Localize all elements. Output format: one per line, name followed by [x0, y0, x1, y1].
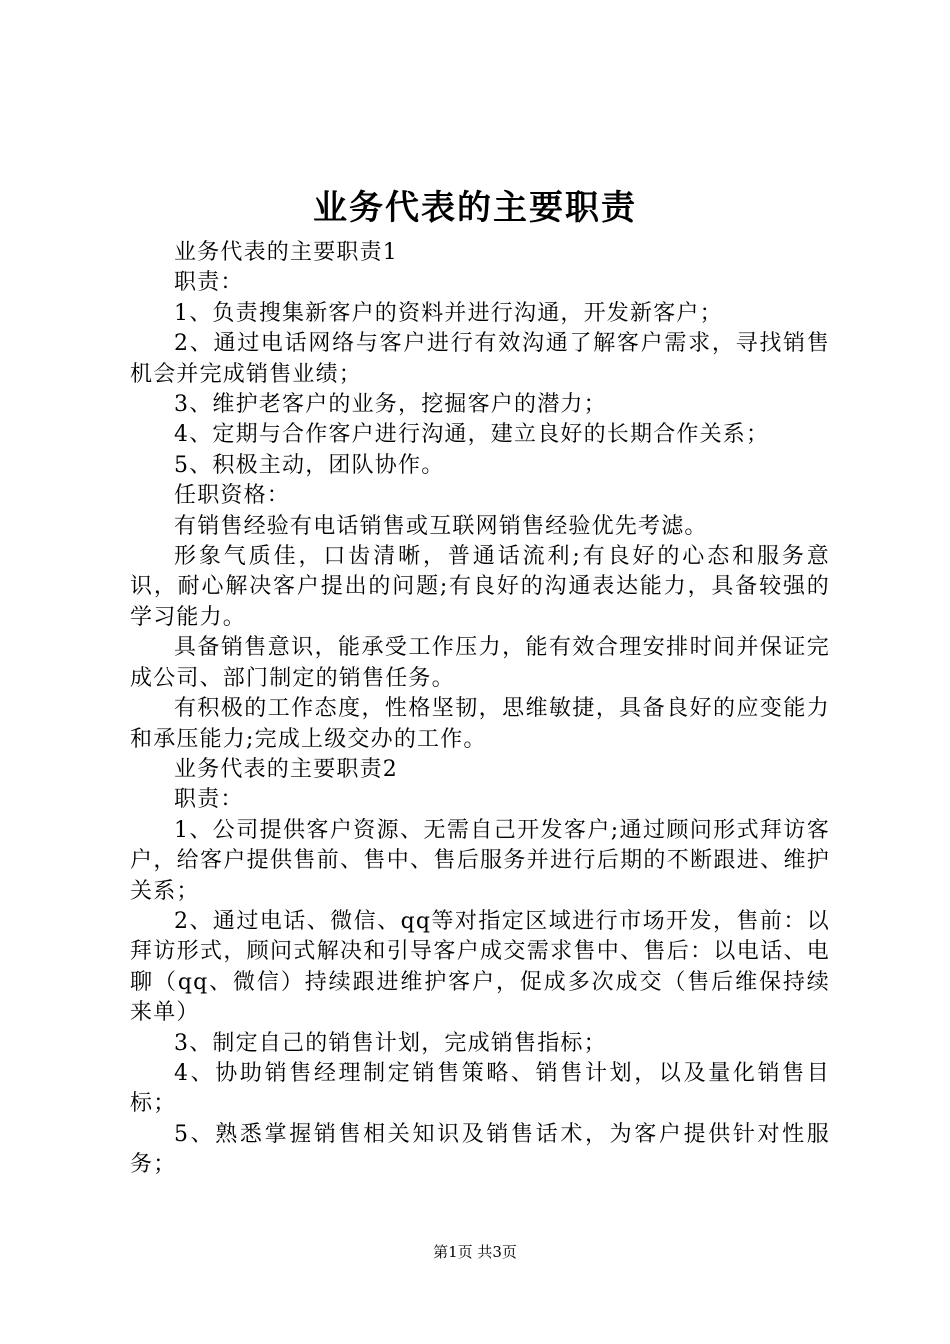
paragraph: 形象气质佳，口齿清晰，普通话流利;有良好的心态和服务意识，耐心解决客户提出的问题;有良好的沟通表达能力，具备较强的学习能力。 — [130, 544, 830, 630]
responsibilities-label: 职责： — [174, 270, 244, 296]
paragraph: 有积极的工作态度，性格坚韧，思维敏捷，具备良好的应变能力和承压能力;完成上级交办的工作。 — [130, 696, 830, 752]
qualifications-label: 任职资格： — [174, 483, 291, 509]
list-item: 3、制定自己的销售计划，完成销售指标； — [174, 1030, 607, 1056]
list-item: 5、积极主动，团队协作。 — [174, 452, 445, 478]
page-footer: 第1页 共3页 — [433, 1243, 517, 1261]
responsibilities-label: 职责： — [174, 787, 244, 813]
list-item: 3、维护老客户的业务，挖掘客户的潜力； — [174, 392, 607, 418]
list-item: 4、协助销售经理制定销售策略、销售计划，以及量化销售目标； — [130, 1060, 830, 1117]
document-body — [130, 238, 830, 1181]
list-item: 4、定期与合作客户进行沟通，建立良好的长期合作关系； — [174, 422, 770, 448]
list-item: 2、通过电话网络与客户进行有效沟通了解客户需求，寻找销售机会并完成销售业绩； — [130, 331, 830, 387]
list-item: 1、负责搜集新客户的资料并进行沟通，开发新客户； — [174, 300, 723, 326]
paragraph: 有销售经验有电话销售或互联网销售经验优先考滤。 — [174, 513, 708, 539]
section-heading-2: 业务代表的主要职责2 — [174, 756, 398, 782]
list-item: 2、通过电话、微信、qq等对指定区域进行市场开发，售前：以拜访形式，顾问式解决和引导客户成交需求售中、售后：以电话、电聊（qq、微信）持续跟进维护客户，促成多次成交（售后维保持续来单） — [130, 908, 830, 1026]
list-item: 1、公司提供客户资源、无需自己开发客户;通过顾问形式拜访客户，给客户提供售前、售中、售后服务并进行后期的不断跟进、维护关系； — [130, 817, 830, 904]
section-heading-1: 业务代表的主要职责1 — [174, 240, 398, 265]
paragraph: 具备销售意识，能承受工作压力，能有效合理安排时间并保证完成公司、部门制定的销售任务。 — [130, 635, 830, 691]
document-title: 业务代表的主要职责 — [313, 188, 637, 228]
list-item: 5、熟悉掌握销售相关知识及销售话术，为客户提供针对性服务； — [130, 1121, 830, 1178]
